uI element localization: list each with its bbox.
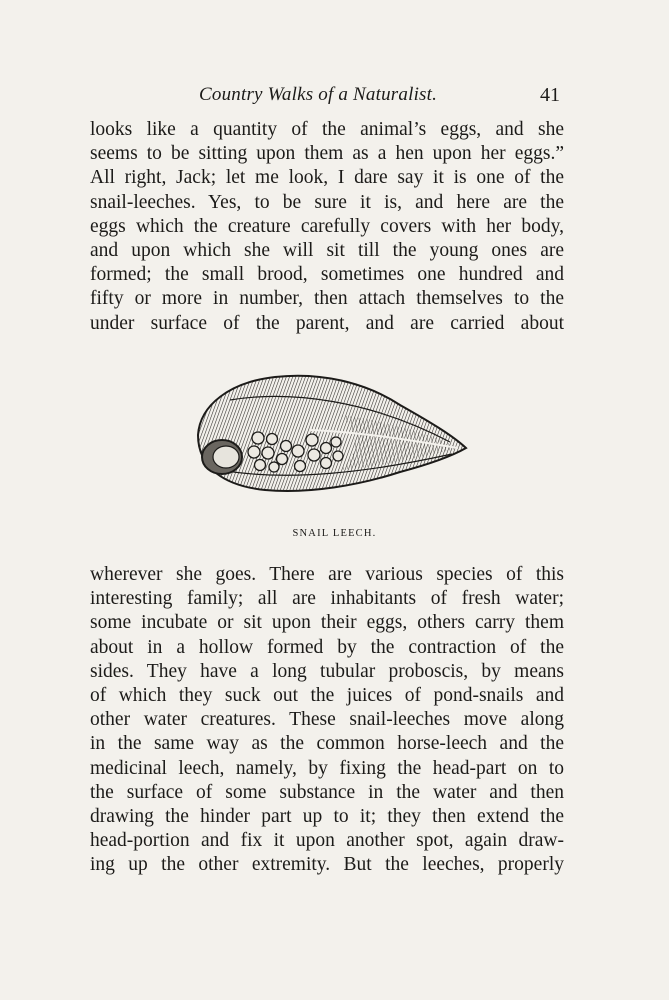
text-line: wherever she goes. There are various species of this [90,564,564,585]
page-number: 41 [540,84,560,106]
text-line: All right, Jack; let me look, I dare say it is one of the [90,167,564,189]
figure-caption: SNAIL LEECH. [292,528,377,539]
text-line: of which they suck out the juices of pond-snails and [90,684,564,706]
text-line: in the same way as the common horse-leech and the [90,733,564,755]
running-title: Country Walks of a Naturalist. [199,84,438,105]
text-line: and upon which she will sit till the young ones are [90,239,564,261]
text-line: seems to be sitting upon them as a hen upon her eggs.” [90,143,564,165]
text-line: formed; the small brood, sometimes one hundred and [90,264,564,286]
text-line: about in a hollow formed by the contraction of the [90,636,564,658]
text-line: some incubate or sit upon their eggs, others carry them [90,612,564,634]
text-line: head-portion and fix it upon another spot, again draw- [90,830,564,852]
paragraph-top [90,118,564,336]
text-line: snail-leeches. Yes, to be sure it is, and here are the [90,191,564,213]
text-line: fifty or more in number, then attach themselves to the [90,288,564,310]
paragraph-bottom [90,563,564,877]
text-line: drawing the hinder part up to it; they then extend the [90,805,564,827]
snail-leech-illustration [190,360,470,505]
text-line: medicinal leech, namely, by fixing the head-part on to [90,757,564,779]
text-line: other water creatures. These snail-leeches move along [90,709,564,731]
snail-leech-engraving-icon [190,360,470,505]
text-line: looks like a quantity of the animal’s eggs, and she [90,119,564,140]
text-line: interesting family; all are inhabitants of fresh water; [90,588,564,610]
text-line: under surface of the parent, and are carried about [90,312,564,334]
text-line: sides. They have a long tubular proboscis, by means [90,660,564,682]
text-line: eggs which the creature carefully covers with her body, [90,215,564,237]
text-line: ing up the other extremity. But the leeches, properly [90,854,564,876]
text-line: the surface of some substance in the water and then [90,781,564,803]
